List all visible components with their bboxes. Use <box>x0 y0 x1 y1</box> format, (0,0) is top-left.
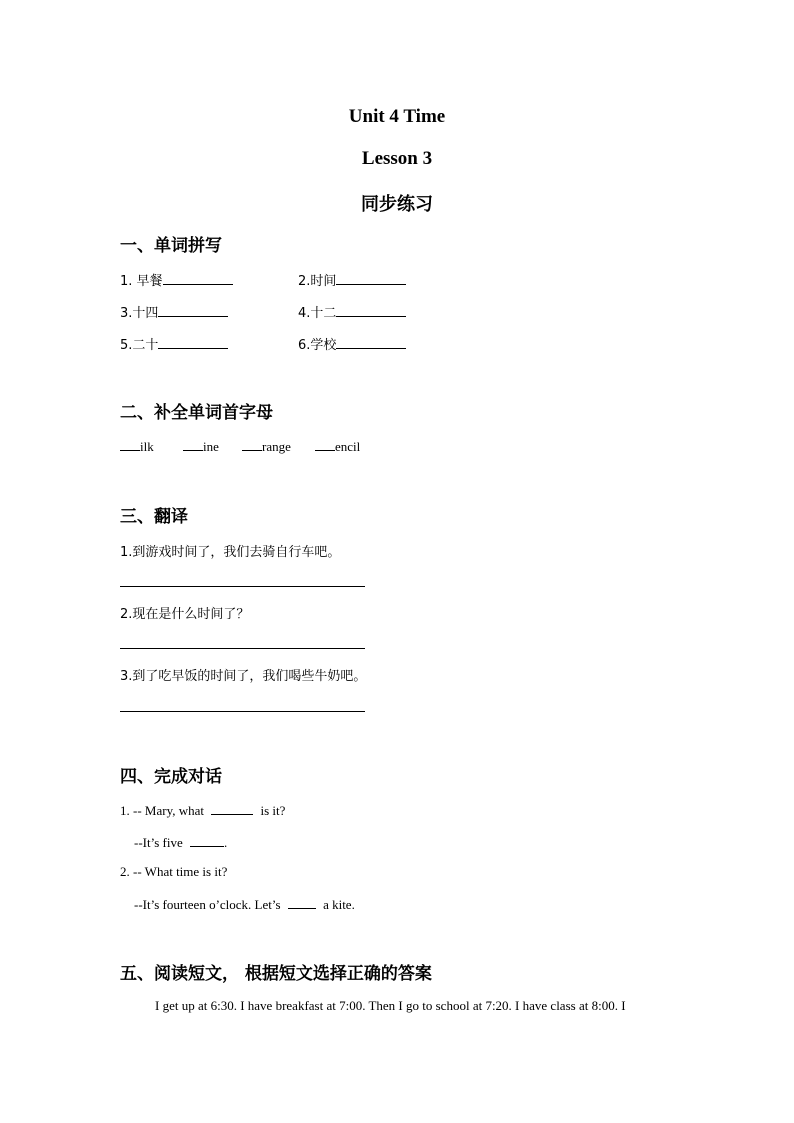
dialogue-line-4 <box>134 895 355 913</box>
dialogue-line-1 <box>120 801 285 819</box>
answer-blank[interactable] <box>336 303 406 317</box>
dialogue-line-1-pre: 1. -- Mary, what <box>120 803 208 818</box>
section-5-heading: 五、阅读短文， 根据短文选择正确的答案 <box>120 964 432 984</box>
spelling-item-1 <box>120 270 233 289</box>
dialogue-blank[interactable] <box>190 833 224 847</box>
answer-blank[interactable] <box>158 335 228 349</box>
spelling-item-6 <box>298 334 406 353</box>
letter-blank[interactable] <box>242 437 262 451</box>
translate-answer-line-3[interactable] <box>120 711 365 712</box>
letter-item-2-text: ine <box>203 439 219 454</box>
letter-item-4 <box>315 437 360 455</box>
spelling-item-4-label: 4.十二 <box>298 306 337 321</box>
translate-item-2: 2.现在是什么时间了？ <box>120 607 250 622</box>
answer-blank[interactable] <box>163 271 233 285</box>
dialogue-line-2-pre: --It’s five <box>134 835 186 850</box>
letter-item-3 <box>242 437 291 455</box>
letter-item-3-text: range <box>262 439 291 454</box>
dialogue-line-4-post: a kite. <box>319 897 355 912</box>
dialogue-blank[interactable] <box>288 895 316 909</box>
lesson-title: Lesson 3 <box>361 148 433 169</box>
answer-blank[interactable] <box>336 271 406 285</box>
spelling-item-5-label: 5.二十 <box>120 338 159 353</box>
reading-passage: I get up at 6:30. I have breakfast at 7:00. Then I go to school at 7:20. I have class at 8:00. I <box>155 998 626 1013</box>
dialogue-line-2-post: . <box>223 835 228 850</box>
dialogue-line-1-post: is it? <box>257 803 286 818</box>
letter-blank[interactable] <box>315 437 335 451</box>
dialogue-line-3 <box>120 864 227 880</box>
spelling-item-4 <box>298 302 406 321</box>
spelling-item-5 <box>120 334 228 353</box>
spelling-item-2-label: 2.时间 <box>298 274 337 289</box>
spelling-item-6-label: 6.学校 <box>298 338 337 353</box>
spelling-item-1-label: 1. 早餐 <box>120 274 163 289</box>
dialogue-blank[interactable] <box>211 801 253 815</box>
dialogue-line-3-pre: 2. -- What time is it? <box>120 864 228 879</box>
translate-answer-line-2[interactable] <box>120 648 365 649</box>
dialogue-line-2 <box>134 833 227 851</box>
exercise-subtitle: 同步练习 <box>361 194 433 215</box>
answer-blank[interactable] <box>158 303 228 317</box>
section-2-heading: 二、补全单词首字母 <box>120 403 273 423</box>
spelling-item-2 <box>298 270 406 289</box>
section-1-heading: 一、单词拼写 <box>120 236 222 256</box>
translate-item-1: 1.到游戏时间了，我们去骑自行车吧。 <box>120 545 341 560</box>
dialogue-line-4-pre: --It’s fourteen o’clock. Let’s <box>134 897 284 912</box>
letter-blank[interactable] <box>183 437 203 451</box>
unit-title: Unit 4 Time <box>348 106 446 127</box>
section-3-heading: 三、翻译 <box>120 507 188 527</box>
letter-item-1 <box>120 437 154 455</box>
spelling-item-3-label: 3.十四 <box>120 306 159 321</box>
answer-blank[interactable] <box>336 335 406 349</box>
translate-item-3: 3.到了吃早饭的时间了，我们喝些牛奶吧。 <box>120 669 367 684</box>
letter-item-2 <box>183 437 219 455</box>
letter-blank[interactable] <box>120 437 140 451</box>
spelling-item-3 <box>120 302 228 321</box>
section-4-heading: 四、完成对话 <box>120 767 222 787</box>
letter-item-1-text: ilk <box>140 439 154 454</box>
letter-item-4-text: encil <box>335 439 361 454</box>
translate-answer-line-1[interactable] <box>120 586 365 587</box>
